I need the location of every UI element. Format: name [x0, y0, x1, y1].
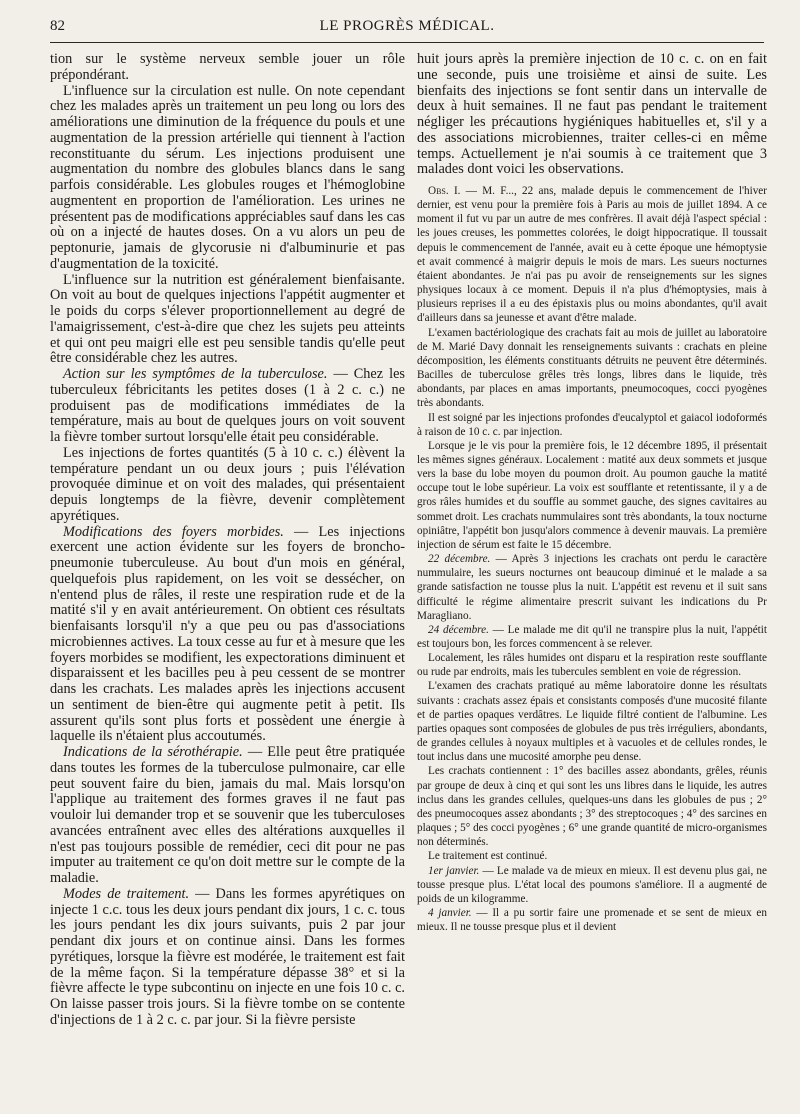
paragraph: Lorsque je le vis pour la première fois, le 12 décembre 1895, il présentait les mêmes signes généraux. Localement : matité aux deux sommets et jusque vers la base du lobe moyen du poumon droit. Au poumon gauche la matité occupe tout le lobe supérieur. La voix est soufflante et retentissante, il y a de gros râles humides et du souffle au sommet gauche, des signes cavitaires au sommet droit. Les crachats nummulaires sont très abondants, la toux nocturne opiniâtre, l'appétit bon jusqu'alors commence à devenir mauvais. La première injection de sérum est faite le 15 décembre.	[417, 439, 767, 551]
paragraph: L'examen bactériologique des crachats fait au mois de juillet au laboratoire de M. Marié Davy donnait les renseignements suivants : crachats en pleine décomposition, les éléments constituants détruits ne peuvent être déterminés. Bacilles de tuberculose grêles très longs, libres dans le liquide, très abondants, par places en amas importants, pneumocoques, cocci pyogènes très abondants.	[417, 326, 767, 410]
paragraph	[50, 525, 405, 746]
paragraph-text: — Après 3 injections les crachats ont perdu le caractère nummulaire, les sueurs nocturnes ont beaucoup diminué et le malade a sa grande satisfaction ne tousse plus la nuit. L'appétit est revenu et il suit sans difficulté le régime alimentaire prescrit suivant les indications du Pr Maragliano.	[417, 553, 767, 622]
paragraph-text: — Le malade me dit qu'il ne transpire plus la nuit, l'appétit est toujours bon, les forces commencent à se relever.	[417, 623, 767, 650]
paragraph: Le traitement est continué.	[428, 850, 548, 863]
paragraph: Localement, les râles humides ont disparu et la respiration reste soufflante ou rude par endroits, mais les tubercules semblent en voie de régression.	[417, 652, 767, 679]
paragraph-text: — M. F..., 22 ans, malade depuis le commencement de l'hiver dernier, est venu pour la première fois à Paris au mois de juillet 1894. A ce moment il fut vu par un autre de mes confrères. Il avait déjà l'aspect spécial : les joues creuses, les pommettes colorées, le doigt hippocratique. Il toussait depuis le commencement de l'année, avait eu à cette époque une hémoptysie et avait commencé à maigrir depuis le mois de mars. Les sueurs nocturnes étaient abondantes. Je n'ai pas pu avoir de renseignements sur les signes physiques locaux à ce moment. Depuis il n'a plus d'hémoptysies, mais à plusieurs reprises il a eu des épistaxis plus ou moins abondantes, qu'il avait d'ailleurs dans sa jeunesse et avant d'être malade.	[417, 185, 767, 325]
page-header	[50, 14, 764, 43]
paragraph	[417, 552, 767, 623]
paragraph: Les crachats contiennent : 1° des bacilles assez abondants, grêles, réunis par groupe de deux à cinq et qui sont les uns libres dans le liquide, les autres inclus dans les grandes cellules, quelques-uns dans les globules de pus ; 2° des pneumocoques assez abondants ; 3° des streptocoques ; 4° des sarcines en plaques ; 5° des cocci pyogènes ; 6° une grande quantité de micro-organismes non déterminés.	[417, 765, 767, 849]
paragraph	[417, 623, 767, 651]
paragraph	[50, 745, 405, 887]
section-heading: Indications de la sérothérapie.	[63, 744, 243, 760]
paragraph-text: — Chez les tuberculeux fébricitants les petites doses (1 à 2 c. c.) ne produisent pas de modifications immédiates de la température, mais au bout de quelques jours on voit souvent la fièvre tomber surtout lorsqu'elle était peu considérable.	[50, 366, 405, 445]
date-label: 4 janvier.	[428, 906, 472, 919]
section-heading: Modes de traitement.	[63, 885, 190, 902]
paragraph-text: — Elle peut être pratiquée dans toutes les formes de la tuberculose pulmonaire, car elle peut souvent faire du bien, jamais du mal. Mais lorsqu'on l'applique au traitement des formes graves il ne faut pas vouloir lui demander trop et se souvenir que les tuberculoses avancées entraînent avec elles des altérations auxquelles il n'est pas toujours possible de remédier, ceci dit pour ne pas imputer au traitement ce qu'on doit mettre sur le compte de la maladie.	[50, 744, 405, 886]
paragraph: Les injections de fortes quantités (5 à 10 c. c.) élèvent la température pendant un ou deux jours ; puis l'élévation provoquée diminue et on voit des malades, qui présentaient depuis longtemps de la fièvre, devenir complètement apyrétiques.	[50, 444, 405, 524]
paragraph: L'influence sur la circulation est nulle. On note cependant chez les malades après un traitement un peu long ou lors des améliorations une diminution de la fréquence du pouls et une augmentation de la pression artérielle qui tiennent à l'action reconstituante du sérum. Les injections produisent une augmentation du nombre des globules blancs dans le sang parfois considérable. Les globules rouges et l'hémoglobine augmentent en proportion de l'amélioration. Les urines ne présentent pas de modifications appréciables sauf dans les cas où on a injecté de hautes doses. On a vu alors un peu de peptonurie, jamais de glycorusie ni d'albuminurie et pas d'augmentation de la toxicité.	[50, 82, 405, 272]
page-number: 82	[50, 18, 65, 34]
section-heading: Action sur les symptômes de la tuberculose.	[63, 366, 328, 382]
paragraph: tion sur le système nerveux semble jouer un rôle prépondérant.	[50, 52, 405, 83]
paragraph-text: — Il a pu sortir faire une promenade et se sent de mieux en mieux. Il ne tousse presque plus et il devient	[417, 906, 767, 934]
paragraph: Il est soigné par les injections profondes d'eucalyptol et gaiacol iodoformés à raison de 10 c. c. par injection.	[417, 411, 767, 438]
date-label: 24 décembre.	[428, 623, 489, 636]
observation-label: Obs. I.	[428, 185, 461, 197]
paragraph: L'examen des crachats pratiqué au même laboratoire donne les résultats suivants : crachats assez épais et consistants composés d'une mucosité filante et de parties opaques verdâtres. Le liquide filtré contient de l'albumine. Les parties opaques sont composées de globules de pus très irréguliers, abondants, de grandes cellules à noyaux multiples et à vacuoles et de cellules rondes, le tout inclus dans une mucosité amorphe peu dense.	[417, 680, 767, 764]
paragraph	[417, 906, 767, 934]
section-heading: Modifications des foyers morbides.	[63, 523, 284, 540]
date-label: 1er janvier.	[428, 864, 480, 877]
date-label: 22 décembre.	[428, 553, 491, 566]
paragraph-text: — Dans les formes apyrétiques on injecte 1 c.c. tous les deux jours pendant dix jours, 1 c. c. tous les jours pendant les dix jours suivants, puis 2 par jour pendant dix jours et on continue ainsi. Dans les formes pyrétiques, lorsque la fièvre est modérée, le traitement est fait de la même façon. Si la température dépasse 38° et si la fièvre affecte le type subcontinu on injecte en une fois 10 c. c. On laisse passer trois jours. Si la fièvre tombe on se contente d'injections de 1 à 2 c. c. par jour. Si la fièvre persiste	[50, 885, 405, 1028]
observation-paragraph	[417, 184, 767, 326]
paragraph: huit jours après la première injection de 10 c. c. on en fait une seconde, puis une troisième et ainsi de suite. Les bienfaits des injections se font sentir dans un intervalle de deux à huit semaines. Il ne faut pas pendant le traitement négliger les précautions hygiéniques habituelles et, s'il y a des associations microbiennes, traiter celles-ci en même temps. Actuellement je n'ai soumis à ce traitement que 3 malades dont voici les observations.	[417, 52, 767, 178]
paragraph	[50, 887, 405, 1029]
paragraph-text: — Le malade va de mieux en mieux. Il est devenu plus gai, ne tousse presque plus. L'état local des poumons s'améliore. Il a augmenté de poids de un kilogramme.	[417, 864, 767, 905]
left-column	[50, 52, 405, 1096]
running-title: LE PROGRÈS MÉDICAL.	[319, 18, 495, 34]
right-column	[417, 52, 767, 1096]
paragraph-text: — Les injections exercent une action évidente sur les foyers de broncho-pneumonie tuberculeuse. Au bout d'un mois en général, quelquefois plus rapidement, on les voit se dessécher, on n'entend plus de râles, il reste une respiration rude et de la matité s'il y en avait antérieurement. On obtient ces résultats bienfaisants lorsqu'il n'y a que peu ou pas d'associations microbiennes actives. La toux cesse au fur et à mesure que les foyers morbides se modifient, les expectorations diminuent et disparaissent et les bacilles peu à peu cessent de se montrer dans les crachats. Les malades après les injections accusent un sentiment de bien-être qui augmente petit à petit. Ils assurent qu'ils sont plus forts et possèdent une énergie à laquelle ils n'étaient plus accoutumés.	[50, 523, 405, 745]
paragraph: L'influence sur la nutrition est généralement bienfaisante. On voit au bout de quelques injections l'appétit augmenter et le poids du corps s'élever proportionnellement au degré de l'amaigrissement, c'est-à-dire que chez les sujets peu atteints et qui ont peu maigri elle est peu sensible tandis qu'elle peut être considérable chez les autres.	[50, 271, 405, 367]
paragraph	[417, 864, 767, 906]
paragraph	[50, 367, 405, 446]
